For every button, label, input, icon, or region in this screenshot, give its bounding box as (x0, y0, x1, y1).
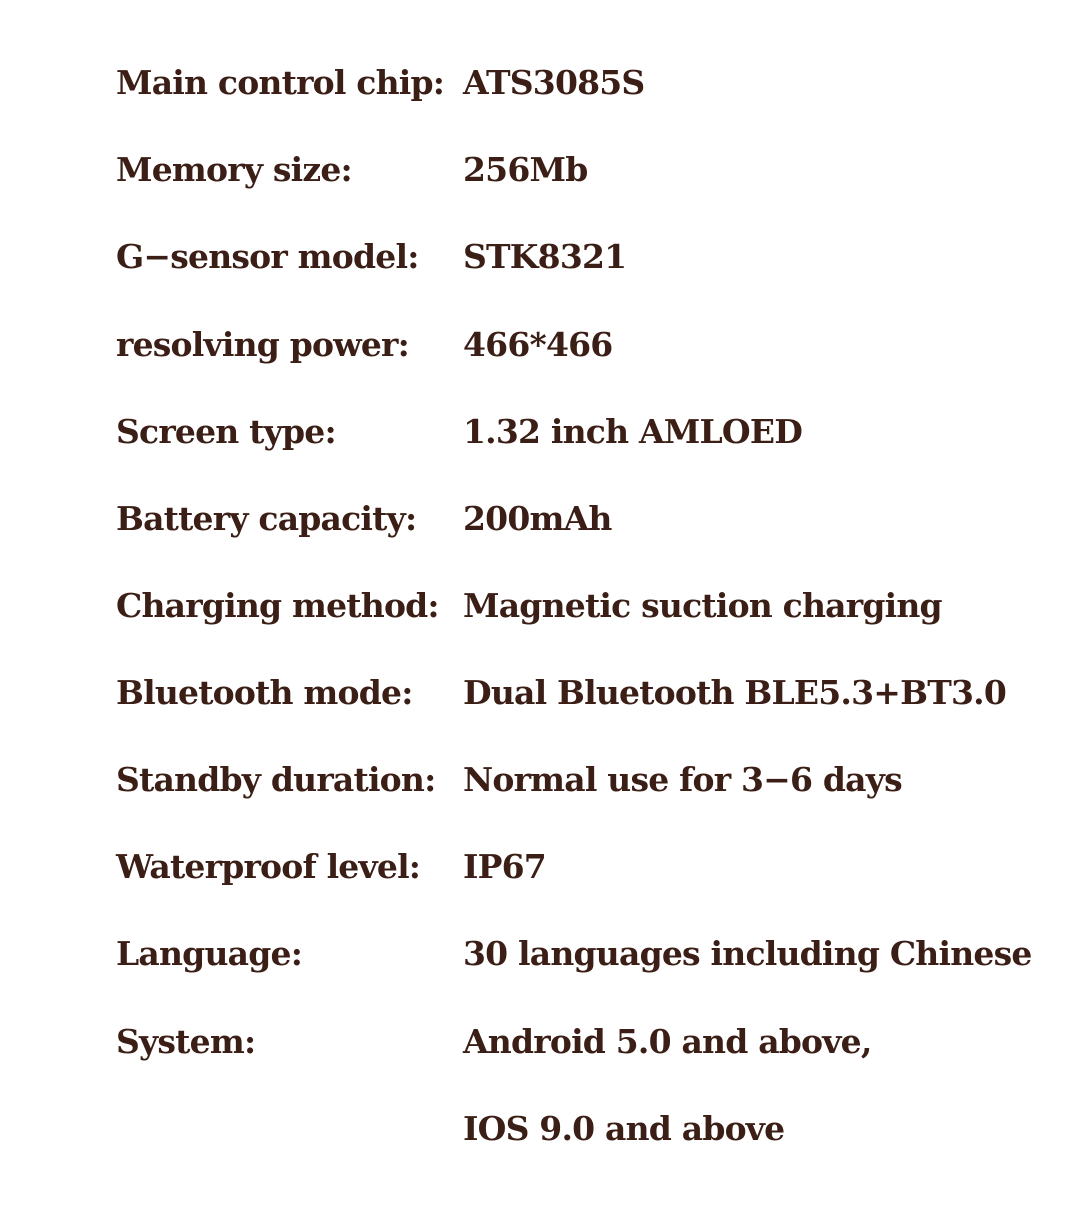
spec-label: Battery capacity: (116, 499, 417, 538)
spec-row-charging-method (0, 576, 1079, 636)
spec-label: Memory size: (116, 150, 352, 189)
spec-value: Normal use for 3−6 days (463, 760, 902, 799)
spec-label: Language: (116, 934, 303, 973)
spec-row-bluetooth-mode (0, 663, 1079, 723)
spec-row-system-continued (0, 1099, 1079, 1159)
spec-label: Bluetooth mode: (116, 673, 413, 712)
spec-value: 466*466 (463, 325, 613, 364)
spec-row-memory-size (0, 140, 1079, 200)
spec-label: G−sensor model: (116, 237, 419, 276)
spec-value: Dual Bluetooth BLE5.3+BT3.0 (463, 673, 1006, 712)
spec-value: 256Mb (463, 150, 588, 189)
spec-label: Charging method: (116, 586, 439, 625)
spec-value: IOS 9.0 and above (463, 1109, 785, 1148)
spec-row-screen-type (0, 402, 1079, 462)
spec-value: 30 languages including Chinese (463, 934, 1032, 973)
spec-row-waterproof-level (0, 837, 1079, 897)
spec-value: IP67 (463, 847, 546, 886)
spec-label: Screen type: (116, 412, 336, 451)
spec-label: Main control chip: (116, 63, 445, 102)
spec-label: Waterproof level: (116, 847, 421, 886)
spec-row-g-sensor-model (0, 227, 1079, 287)
spec-row-main-control-chip (0, 53, 1079, 113)
spec-value: ATS3085S (463, 63, 645, 102)
spec-row-system (0, 1012, 1079, 1072)
spec-value: 200mAh (463, 499, 612, 538)
spec-row-standby-duration (0, 750, 1079, 810)
spec-row-resolving-power (0, 315, 1079, 375)
spec-label: resolving power: (116, 325, 410, 364)
spec-row-language (0, 924, 1079, 984)
spec-value: Android 5.0 and above, (463, 1022, 872, 1061)
spec-label: System: (116, 1022, 256, 1061)
spec-value: 1.32 inch AMLOED (463, 412, 803, 451)
spec-value: Magnetic suction charging (463, 586, 942, 625)
spec-row-battery-capacity (0, 489, 1079, 549)
spec-value: STK8321 (463, 237, 627, 276)
spec-label: Standby duration: (116, 760, 436, 799)
